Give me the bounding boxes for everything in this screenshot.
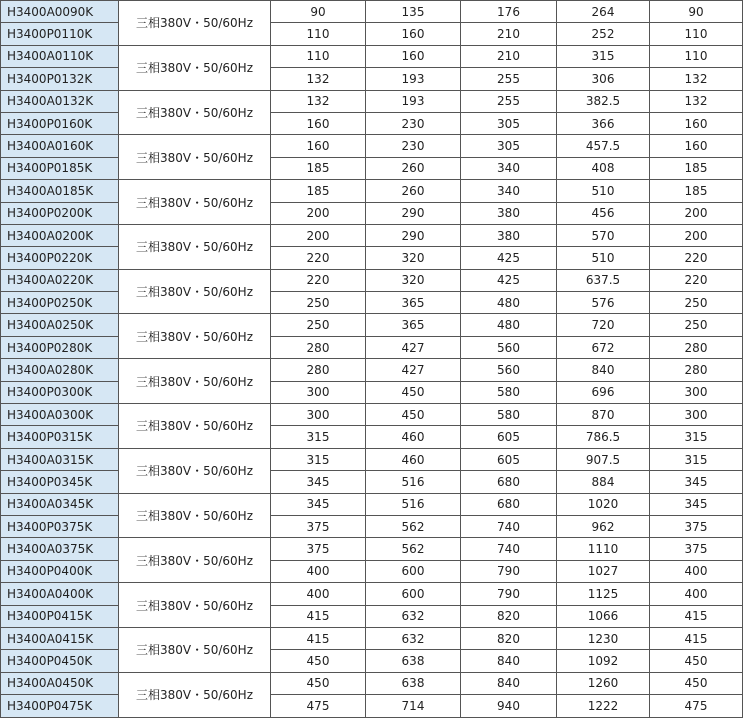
value-cell: 580 — [461, 381, 557, 403]
value-cell: 160 — [366, 23, 461, 45]
model-cell: H3400A0090K — [1, 1, 119, 23]
table-row — [1, 157, 743, 179]
value-cell: 280 — [650, 336, 743, 358]
value-cell: 132 — [271, 90, 366, 112]
value-cell: 305 — [461, 112, 557, 134]
value-cell: 193 — [366, 90, 461, 112]
value-cell: 600 — [366, 560, 461, 582]
value-cell: 345 — [650, 493, 743, 515]
power-spec-cell: 三相380V・50/60Hz — [119, 314, 271, 359]
value-cell: 160 — [650, 112, 743, 134]
value-cell: 415 — [271, 605, 366, 627]
value-cell: 200 — [271, 202, 366, 224]
power-spec-cell: 三相380V・50/60Hz — [119, 627, 271, 672]
value-cell: 820 — [461, 605, 557, 627]
model-cell: H3400P0345K — [1, 471, 119, 493]
table-row — [1, 471, 743, 493]
value-cell: 300 — [650, 404, 743, 426]
table-row — [1, 68, 743, 90]
value-cell: 250 — [271, 314, 366, 336]
value-cell: 200 — [271, 224, 366, 246]
model-cell: H3400P0110K — [1, 23, 119, 45]
power-spec-cell: 三相380V・50/60Hz — [119, 672, 271, 717]
model-cell: H3400P0400K — [1, 560, 119, 582]
table-row — [1, 292, 743, 314]
model-cell: H3400A0315K — [1, 448, 119, 470]
power-spec-cell: 三相380V・50/60Hz — [119, 493, 271, 538]
value-cell: 110 — [650, 23, 743, 45]
model-cell: H3400P0415K — [1, 605, 119, 627]
value-cell: 562 — [366, 538, 461, 560]
table-row — [1, 180, 743, 202]
value-cell: 400 — [271, 583, 366, 605]
table-row — [1, 336, 743, 358]
model-cell: H3400P0185K — [1, 157, 119, 179]
table-row — [1, 381, 743, 403]
value-cell: 176 — [461, 1, 557, 23]
power-spec-cell: 三相380V・50/60Hz — [119, 1, 271, 46]
power-spec-cell: 三相380V・50/60Hz — [119, 404, 271, 449]
value-cell: 1230 — [557, 627, 650, 649]
value-cell: 382.5 — [557, 90, 650, 112]
value-cell: 415 — [650, 627, 743, 649]
table-row — [1, 112, 743, 134]
value-cell: 480 — [461, 314, 557, 336]
value-cell: 160 — [650, 135, 743, 157]
value-cell: 450 — [366, 381, 461, 403]
value-cell: 638 — [366, 650, 461, 672]
value-cell: 345 — [271, 471, 366, 493]
model-cell: H3400A0132K — [1, 90, 119, 112]
value-cell: 220 — [271, 269, 366, 291]
model-cell: H3400A0220K — [1, 269, 119, 291]
model-cell: H3400P0300K — [1, 381, 119, 403]
model-cell: H3400P0200K — [1, 202, 119, 224]
value-cell: 315 — [650, 426, 743, 448]
value-cell: 315 — [271, 426, 366, 448]
value-cell: 840 — [461, 650, 557, 672]
value-cell: 305 — [461, 135, 557, 157]
value-cell: 456 — [557, 202, 650, 224]
value-cell: 315 — [557, 45, 650, 67]
value-cell: 580 — [461, 404, 557, 426]
table-row — [1, 650, 743, 672]
value-cell: 160 — [271, 135, 366, 157]
value-cell: 1260 — [557, 672, 650, 694]
table-row — [1, 202, 743, 224]
value-cell: 720 — [557, 314, 650, 336]
value-cell: 260 — [366, 157, 461, 179]
value-cell: 450 — [650, 672, 743, 694]
table-row — [1, 493, 743, 515]
value-cell: 380 — [461, 202, 557, 224]
value-cell: 940 — [461, 695, 557, 717]
model-cell: H3400P0475K — [1, 695, 119, 717]
value-cell: 457.5 — [557, 135, 650, 157]
table-row — [1, 605, 743, 627]
value-cell: 1020 — [557, 493, 650, 515]
value-cell: 427 — [366, 336, 461, 358]
model-cell: H3400P0280K — [1, 336, 119, 358]
model-cell: H3400P0450K — [1, 650, 119, 672]
value-cell: 315 — [650, 448, 743, 470]
value-cell: 562 — [366, 515, 461, 537]
table-row — [1, 404, 743, 426]
power-spec-cell: 三相380V・50/60Hz — [119, 583, 271, 628]
value-cell: 427 — [366, 359, 461, 381]
model-cell: H3400P0315K — [1, 426, 119, 448]
table-row — [1, 695, 743, 717]
value-cell: 450 — [366, 404, 461, 426]
value-cell: 962 — [557, 515, 650, 537]
value-cell: 132 — [271, 68, 366, 90]
spec-table-body — [1, 1, 743, 718]
model-cell: H3400A0185K — [1, 180, 119, 202]
model-cell: H3400P0132K — [1, 68, 119, 90]
value-cell: 820 — [461, 627, 557, 649]
value-cell: 600 — [366, 583, 461, 605]
value-cell: 450 — [650, 650, 743, 672]
value-cell: 480 — [461, 292, 557, 314]
value-cell: 340 — [461, 180, 557, 202]
value-cell: 560 — [461, 359, 557, 381]
value-cell: 450 — [271, 650, 366, 672]
value-cell: 250 — [271, 292, 366, 314]
table-row — [1, 448, 743, 470]
value-cell: 740 — [461, 515, 557, 537]
value-cell: 220 — [650, 269, 743, 291]
model-cell: H3400A0110K — [1, 45, 119, 67]
model-cell: H3400A0400K — [1, 583, 119, 605]
model-cell: H3400A0415K — [1, 627, 119, 649]
value-cell: 185 — [271, 180, 366, 202]
table-row — [1, 269, 743, 291]
value-cell: 680 — [461, 493, 557, 515]
table-row — [1, 45, 743, 67]
value-cell: 260 — [366, 180, 461, 202]
table-row — [1, 359, 743, 381]
value-cell: 605 — [461, 426, 557, 448]
value-cell: 450 — [271, 672, 366, 694]
value-cell: 1066 — [557, 605, 650, 627]
value-cell: 576 — [557, 292, 650, 314]
table-row — [1, 426, 743, 448]
power-spec-cell: 三相380V・50/60Hz — [119, 45, 271, 90]
value-cell: 884 — [557, 471, 650, 493]
value-cell: 680 — [461, 471, 557, 493]
value-cell: 400 — [271, 560, 366, 582]
value-cell: 200 — [650, 202, 743, 224]
value-cell: 840 — [557, 359, 650, 381]
value-cell: 460 — [366, 448, 461, 470]
value-cell: 672 — [557, 336, 650, 358]
table-row — [1, 90, 743, 112]
value-cell: 415 — [271, 627, 366, 649]
value-cell: 510 — [557, 247, 650, 269]
power-spec-cell: 三相380V・50/60Hz — [119, 359, 271, 404]
value-cell: 425 — [461, 247, 557, 269]
value-cell: 375 — [650, 538, 743, 560]
value-cell: 230 — [366, 112, 461, 134]
value-cell: 375 — [650, 515, 743, 537]
value-cell: 300 — [271, 404, 366, 426]
value-cell: 345 — [271, 493, 366, 515]
table-row — [1, 672, 743, 694]
value-cell: 1027 — [557, 560, 650, 582]
value-cell: 264 — [557, 1, 650, 23]
value-cell: 475 — [271, 695, 366, 717]
value-cell: 110 — [650, 45, 743, 67]
model-cell: H3400A0375K — [1, 538, 119, 560]
model-cell: H3400A0200K — [1, 224, 119, 246]
value-cell: 210 — [461, 45, 557, 67]
value-cell: 200 — [650, 224, 743, 246]
value-cell: 340 — [461, 157, 557, 179]
value-cell: 185 — [271, 157, 366, 179]
value-cell: 1222 — [557, 695, 650, 717]
value-cell: 425 — [461, 269, 557, 291]
table-row — [1, 538, 743, 560]
value-cell: 560 — [461, 336, 557, 358]
value-cell: 280 — [271, 336, 366, 358]
value-cell: 475 — [650, 695, 743, 717]
power-spec-cell: 三相380V・50/60Hz — [119, 180, 271, 225]
table-row — [1, 627, 743, 649]
power-spec-cell: 三相380V・50/60Hz — [119, 224, 271, 269]
model-cell: H3400A0250K — [1, 314, 119, 336]
value-cell: 1125 — [557, 583, 650, 605]
model-cell: H3400A0280K — [1, 359, 119, 381]
value-cell: 714 — [366, 695, 461, 717]
table-row — [1, 515, 743, 537]
value-cell: 90 — [271, 1, 366, 23]
power-spec-cell: 三相380V・50/60Hz — [119, 448, 271, 493]
power-spec-cell: 三相380V・50/60Hz — [119, 135, 271, 180]
table-row — [1, 1, 743, 23]
value-cell: 132 — [650, 68, 743, 90]
value-cell: 280 — [650, 359, 743, 381]
value-cell: 516 — [366, 493, 461, 515]
value-cell: 300 — [271, 381, 366, 403]
model-cell: H3400A0300K — [1, 404, 119, 426]
value-cell: 345 — [650, 471, 743, 493]
value-cell: 230 — [366, 135, 461, 157]
table-row — [1, 224, 743, 246]
value-cell: 790 — [461, 560, 557, 582]
value-cell: 375 — [271, 515, 366, 537]
value-cell: 132 — [650, 90, 743, 112]
value-cell: 306 — [557, 68, 650, 90]
model-cell: H3400A0450K — [1, 672, 119, 694]
value-cell: 366 — [557, 112, 650, 134]
model-cell: H3400A0345K — [1, 493, 119, 515]
value-cell: 135 — [366, 1, 461, 23]
value-cell: 1110 — [557, 538, 650, 560]
value-cell: 786.5 — [557, 426, 650, 448]
value-cell: 1092 — [557, 650, 650, 672]
value-cell: 870 — [557, 404, 650, 426]
value-cell: 255 — [461, 90, 557, 112]
power-spec-cell: 三相380V・50/60Hz — [119, 269, 271, 314]
value-cell: 300 — [650, 381, 743, 403]
table-row — [1, 560, 743, 582]
value-cell: 516 — [366, 471, 461, 493]
model-cell: H3400P0160K — [1, 112, 119, 134]
value-cell: 185 — [650, 157, 743, 179]
table-row — [1, 247, 743, 269]
table-row — [1, 23, 743, 45]
value-cell: 110 — [271, 45, 366, 67]
value-cell: 460 — [366, 426, 461, 448]
table-row — [1, 135, 743, 157]
value-cell: 210 — [461, 23, 557, 45]
value-cell: 408 — [557, 157, 650, 179]
value-cell: 252 — [557, 23, 650, 45]
value-cell: 632 — [366, 605, 461, 627]
value-cell: 110 — [271, 23, 366, 45]
value-cell: 185 — [650, 180, 743, 202]
model-cell: H3400A0160K — [1, 135, 119, 157]
value-cell: 907.5 — [557, 448, 650, 470]
power-spec-cell: 三相380V・50/60Hz — [119, 90, 271, 135]
value-cell: 605 — [461, 448, 557, 470]
power-spec-cell: 三相380V・50/60Hz — [119, 538, 271, 583]
value-cell: 570 — [557, 224, 650, 246]
value-cell: 160 — [366, 45, 461, 67]
value-cell: 315 — [271, 448, 366, 470]
model-cell: H3400P0220K — [1, 247, 119, 269]
value-cell: 415 — [650, 605, 743, 627]
model-cell: H3400P0250K — [1, 292, 119, 314]
value-cell: 375 — [271, 538, 366, 560]
value-cell: 365 — [366, 314, 461, 336]
value-cell: 255 — [461, 68, 557, 90]
value-cell: 365 — [366, 292, 461, 314]
value-cell: 740 — [461, 538, 557, 560]
model-cell: H3400P0375K — [1, 515, 119, 537]
value-cell: 637.5 — [557, 269, 650, 291]
value-cell: 840 — [461, 672, 557, 694]
value-cell: 790 — [461, 583, 557, 605]
value-cell: 193 — [366, 68, 461, 90]
value-cell: 400 — [650, 560, 743, 582]
value-cell: 250 — [650, 292, 743, 314]
value-cell: 220 — [650, 247, 743, 269]
value-cell: 632 — [366, 627, 461, 649]
value-cell: 320 — [366, 247, 461, 269]
value-cell: 290 — [366, 202, 461, 224]
table-row — [1, 583, 743, 605]
value-cell: 510 — [557, 180, 650, 202]
value-cell: 90 — [650, 1, 743, 23]
value-cell: 220 — [271, 247, 366, 269]
value-cell: 280 — [271, 359, 366, 381]
value-cell: 400 — [650, 583, 743, 605]
value-cell: 160 — [271, 112, 366, 134]
value-cell: 380 — [461, 224, 557, 246]
value-cell: 320 — [366, 269, 461, 291]
value-cell: 638 — [366, 672, 461, 694]
value-cell: 290 — [366, 224, 461, 246]
value-cell: 250 — [650, 314, 743, 336]
value-cell: 696 — [557, 381, 650, 403]
table-row — [1, 314, 743, 336]
